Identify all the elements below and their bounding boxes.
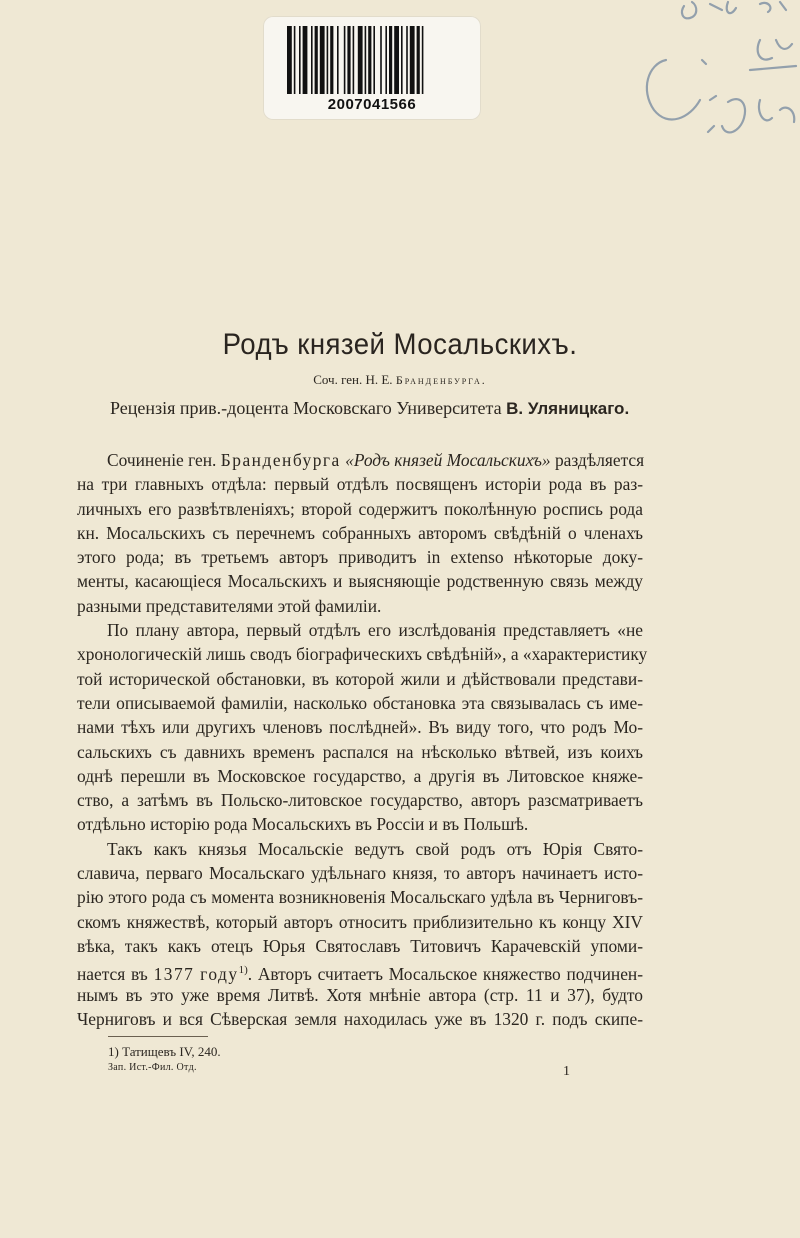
page-number: 1 (563, 1064, 570, 1079)
text-line: разными представителями этой фамиліи. (77, 595, 382, 616)
text-line: По плану автора, первый отдѣлъ его изслѣдованія представляетъ «не (107, 620, 643, 641)
text-line: на три главныхъ отдѣла: первый отдѣлъ посвященъ исторіи рода въ раз- (77, 474, 643, 495)
footnote-ref-line: нается въ 1377 году$^{1)}$. Авторъ считаетъ Мосальское княжество подчинен- (77, 964, 644, 985)
footnote-marker: 1) (238, 964, 248, 977)
review-prefix: Рецензія прив.-доцента Московскаго Университета (110, 398, 502, 418)
barcode-number: 2007041566 (327, 96, 417, 113)
text-line: вѣка, такъ какъ отецъ Юрья Святославъ Титовичъ Карачевскій упоми- (77, 935, 643, 956)
text-line: отдѣльно исторію рода Мосальскихъ въ Россіи и въ Польшѣ. (77, 814, 529, 835)
footnote-divider (108, 1036, 208, 1037)
barcode-label (263, 16, 481, 120)
article-body (77, 448, 648, 1031)
author-prefix: Соч. ген. Н. Е. (313, 372, 393, 387)
text-line: личныхъ его развѣтвленіяхъ; второй содержитъ поколѣнную роспись рода (77, 498, 643, 519)
paragraph-1-first-line: Сочиненіе ген. Бранденбурга «Родъ князей Мосальскихъ» раздѣляется (107, 450, 645, 470)
article-title: Родъ князей Мосальскихъ. (222, 328, 578, 361)
text-line: хронологическій лишь сводъ біографическихъ свѣдѣній», а «характеристику (77, 644, 648, 665)
text-line: той исторической обстановки, въ которой жили и дѣйствовали представи- (77, 668, 643, 689)
text-line: Черниговъ и вся Сѣверская земля находилась уже въ 1320 г. подъ скипе- (77, 1008, 643, 1029)
review-line (110, 398, 710, 419)
text-line: менты, касающіеся Мосальскихъ и выясняющіе родственную связь между (77, 571, 643, 592)
text-line: скомъ княжествѣ, который авторъ относитъ приблизительно къ концу XIV (77, 911, 643, 932)
journal-signature: Зап. Ист.-Фил. Отд. (108, 1062, 197, 1073)
text-line: ство, а затѣмъ въ Польско-литовское государство, авторъ разсматриваетъ (77, 790, 643, 811)
text-line: сальскихъ съ давнихъ временъ распался на нѣсколько вѣтвей, изъ коихъ (77, 741, 643, 762)
text-line: нымъ въ это уже время Литвѣ. Хотя мнѣніе автора (стр. 11 и 37), будто (77, 984, 643, 1005)
text-line: однѣ перешли въ Московское государство, а другія въ Литовское княже- (77, 765, 643, 786)
text-line: рію этого рода съ момента возникновенія Мосальскаго удѣла въ Черниговъ- (77, 887, 643, 908)
footnote: 1) Татищевъ IV, 240. (108, 1044, 221, 1059)
text-line: тели описываемой фамиліи, насколько обстановка эта связывалась съ име- (77, 692, 643, 713)
text-line: этого рода; въ третьемъ авторъ приводитъ in extenso нѣкоторые доку- (77, 547, 643, 568)
text-line: славича, перваго Мосальскаго удѣльнаго князя, то авторъ начинаетъ исто- (77, 863, 643, 884)
handwritten-shelfmark (610, 0, 800, 150)
text-line: Такъ какъ князья Мосальскіе ведутъ свой родъ отъ Юрія Свято- (107, 838, 643, 859)
author-name: Бранденбурга. (395, 373, 487, 387)
author-line (0, 372, 800, 388)
text-line: кн. Мосальскихъ съ перечнемъ собранныхъ авторомъ свѣдѣній о членахъ (77, 522, 643, 543)
text-line: нами тѣхъ или другихъ членовъ послѣдней». Въ виду того, что родъ Мо- (77, 717, 643, 738)
reviewer-name: В. Уляницкаго. (506, 399, 630, 418)
barcode-bars (285, 26, 459, 96)
